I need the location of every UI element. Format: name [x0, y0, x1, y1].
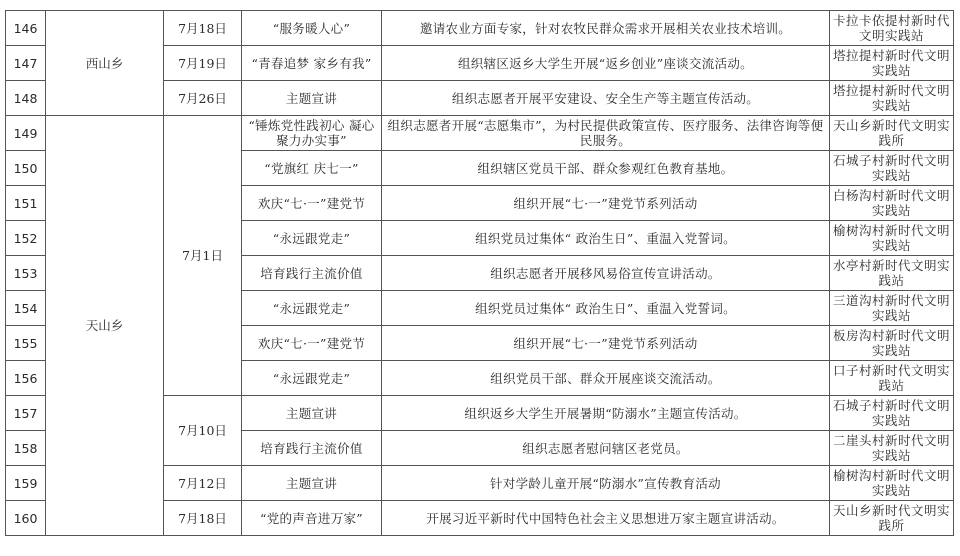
theme-cell: “锤炼党性践初心 凝心聚力办实事” [242, 116, 382, 151]
site-cell: 天山乡新时代文明实践所 [830, 501, 954, 536]
activity-cell: 组织辖区返乡大学生开展“返乡创业”座谈交流活动。 [382, 46, 830, 81]
theme-cell: 欢庆“七·一”建党节 [242, 326, 382, 361]
activity-cell: 组织开展“七·一”建党节系列活动 [382, 186, 830, 221]
theme-cell: “青春追梦 家乡有我” [242, 46, 382, 81]
date-cell: 7月18日 [164, 11, 242, 46]
site-cell: 水亭村新时代文明实践站 [830, 256, 954, 291]
row-number: 150 [6, 151, 46, 186]
row-number: 153 [6, 256, 46, 291]
theme-cell: “党的声音进万家” [242, 501, 382, 536]
site-cell: 榆树沟村新时代文明实践站 [830, 221, 954, 256]
date-cell: 7月1日 [164, 116, 242, 396]
site-cell: 白杨沟村新时代文明实践站 [830, 186, 954, 221]
theme-cell: 培育践行主流价值 [242, 431, 382, 466]
site-cell: 石城子村新时代文明实践站 [830, 396, 954, 431]
row-number: 146 [6, 11, 46, 46]
site-cell: 天山乡新时代文明实践所 [830, 116, 954, 151]
row-number: 151 [6, 186, 46, 221]
row-number: 149 [6, 116, 46, 151]
date-cell: 7月10日 [164, 396, 242, 466]
site-cell: 三道沟村新时代文明实践站 [830, 291, 954, 326]
table-row [6, 116, 954, 151]
site-cell: 塔拉提村新时代文明实践站 [830, 46, 954, 81]
activity-cell: 组织返乡大学生开展暑期“防溺水”主题宣传活动。 [382, 396, 830, 431]
theme-cell: “永远跟党走” [242, 221, 382, 256]
row-number: 154 [6, 291, 46, 326]
row-number: 148 [6, 81, 46, 116]
date-cell: 7月26日 [164, 81, 242, 116]
activity-cell: 开展习近平新时代中国特色社会主义思想进万家主题宣讲活动。 [382, 501, 830, 536]
date-cell: 7月12日 [164, 466, 242, 501]
row-number: 147 [6, 46, 46, 81]
site-cell: 榆树沟村新时代文明实践站 [830, 466, 954, 501]
row-number: 160 [6, 501, 46, 536]
theme-cell: “永远跟党走” [242, 291, 382, 326]
table-row [6, 11, 954, 46]
row-number: 155 [6, 326, 46, 361]
theme-cell: “服务暖人心” [242, 11, 382, 46]
site-cell: 二崖头村新时代文明实践站 [830, 431, 954, 466]
activity-cell: 组织志愿者开展平安建设、安全生产等主题宣传活动。 [382, 81, 830, 116]
theme-cell: “党旗红 庆七一” [242, 151, 382, 186]
theme-cell: 欢庆“七·一”建党节 [242, 186, 382, 221]
site-cell: 口子村新时代文明实践站 [830, 361, 954, 396]
activity-cell: 邀请农业方面专家，针对农牧民群众需求开展相关农业技术培训。 [382, 11, 830, 46]
theme-cell: “永远跟党走” [242, 361, 382, 396]
row-number: 157 [6, 396, 46, 431]
theme-cell: 主题宣讲 [242, 81, 382, 116]
site-cell: 塔拉提村新时代文明实践站 [830, 81, 954, 116]
activity-cell: 针对学龄儿童开展“防溺水”宣传教育活动 [382, 466, 830, 501]
activity-cell: 组织志愿者开展移风易俗宣传宣讲活动。 [382, 256, 830, 291]
site-cell: 石城子村新时代文明实践站 [830, 151, 954, 186]
activity-cell: 组织党员过集体“ 政治生日”、重温入党誓词。 [382, 221, 830, 256]
theme-cell: 主题宣讲 [242, 396, 382, 431]
activity-cell: 组织党员过集体“ 政治生日”、重温入党誓词。 [382, 291, 830, 326]
activity-cell: 组织开展“七·一”建党节系列活动 [382, 326, 830, 361]
site-cell: 卡拉卡依提村新时代文明实践站 [830, 11, 954, 46]
date-cell: 7月19日 [164, 46, 242, 81]
date-cell: 7月18日 [164, 501, 242, 536]
activity-cell: 组织党员干部、群众开展座谈交流活动。 [382, 361, 830, 396]
row-number: 159 [6, 466, 46, 501]
activity-cell: 组织志愿者开展“志愿集市”，为村民提供政策宣传、医疗服务、法律咨询等便民服务。 [382, 116, 830, 151]
row-number: 152 [6, 221, 46, 256]
row-number: 158 [6, 431, 46, 466]
theme-cell: 主题宣讲 [242, 466, 382, 501]
township-cell: 天山乡 [46, 116, 164, 536]
township-cell: 西山乡 [46, 11, 164, 116]
activity-cell: 组织辖区党员干部、群众参观红色教育基地。 [382, 151, 830, 186]
activity-table [5, 10, 954, 536]
site-cell: 板房沟村新时代文明实践站 [830, 326, 954, 361]
activity-cell: 组织志愿者慰问辖区老党员。 [382, 431, 830, 466]
theme-cell: 培育践行主流价值 [242, 256, 382, 291]
row-number: 156 [6, 361, 46, 396]
